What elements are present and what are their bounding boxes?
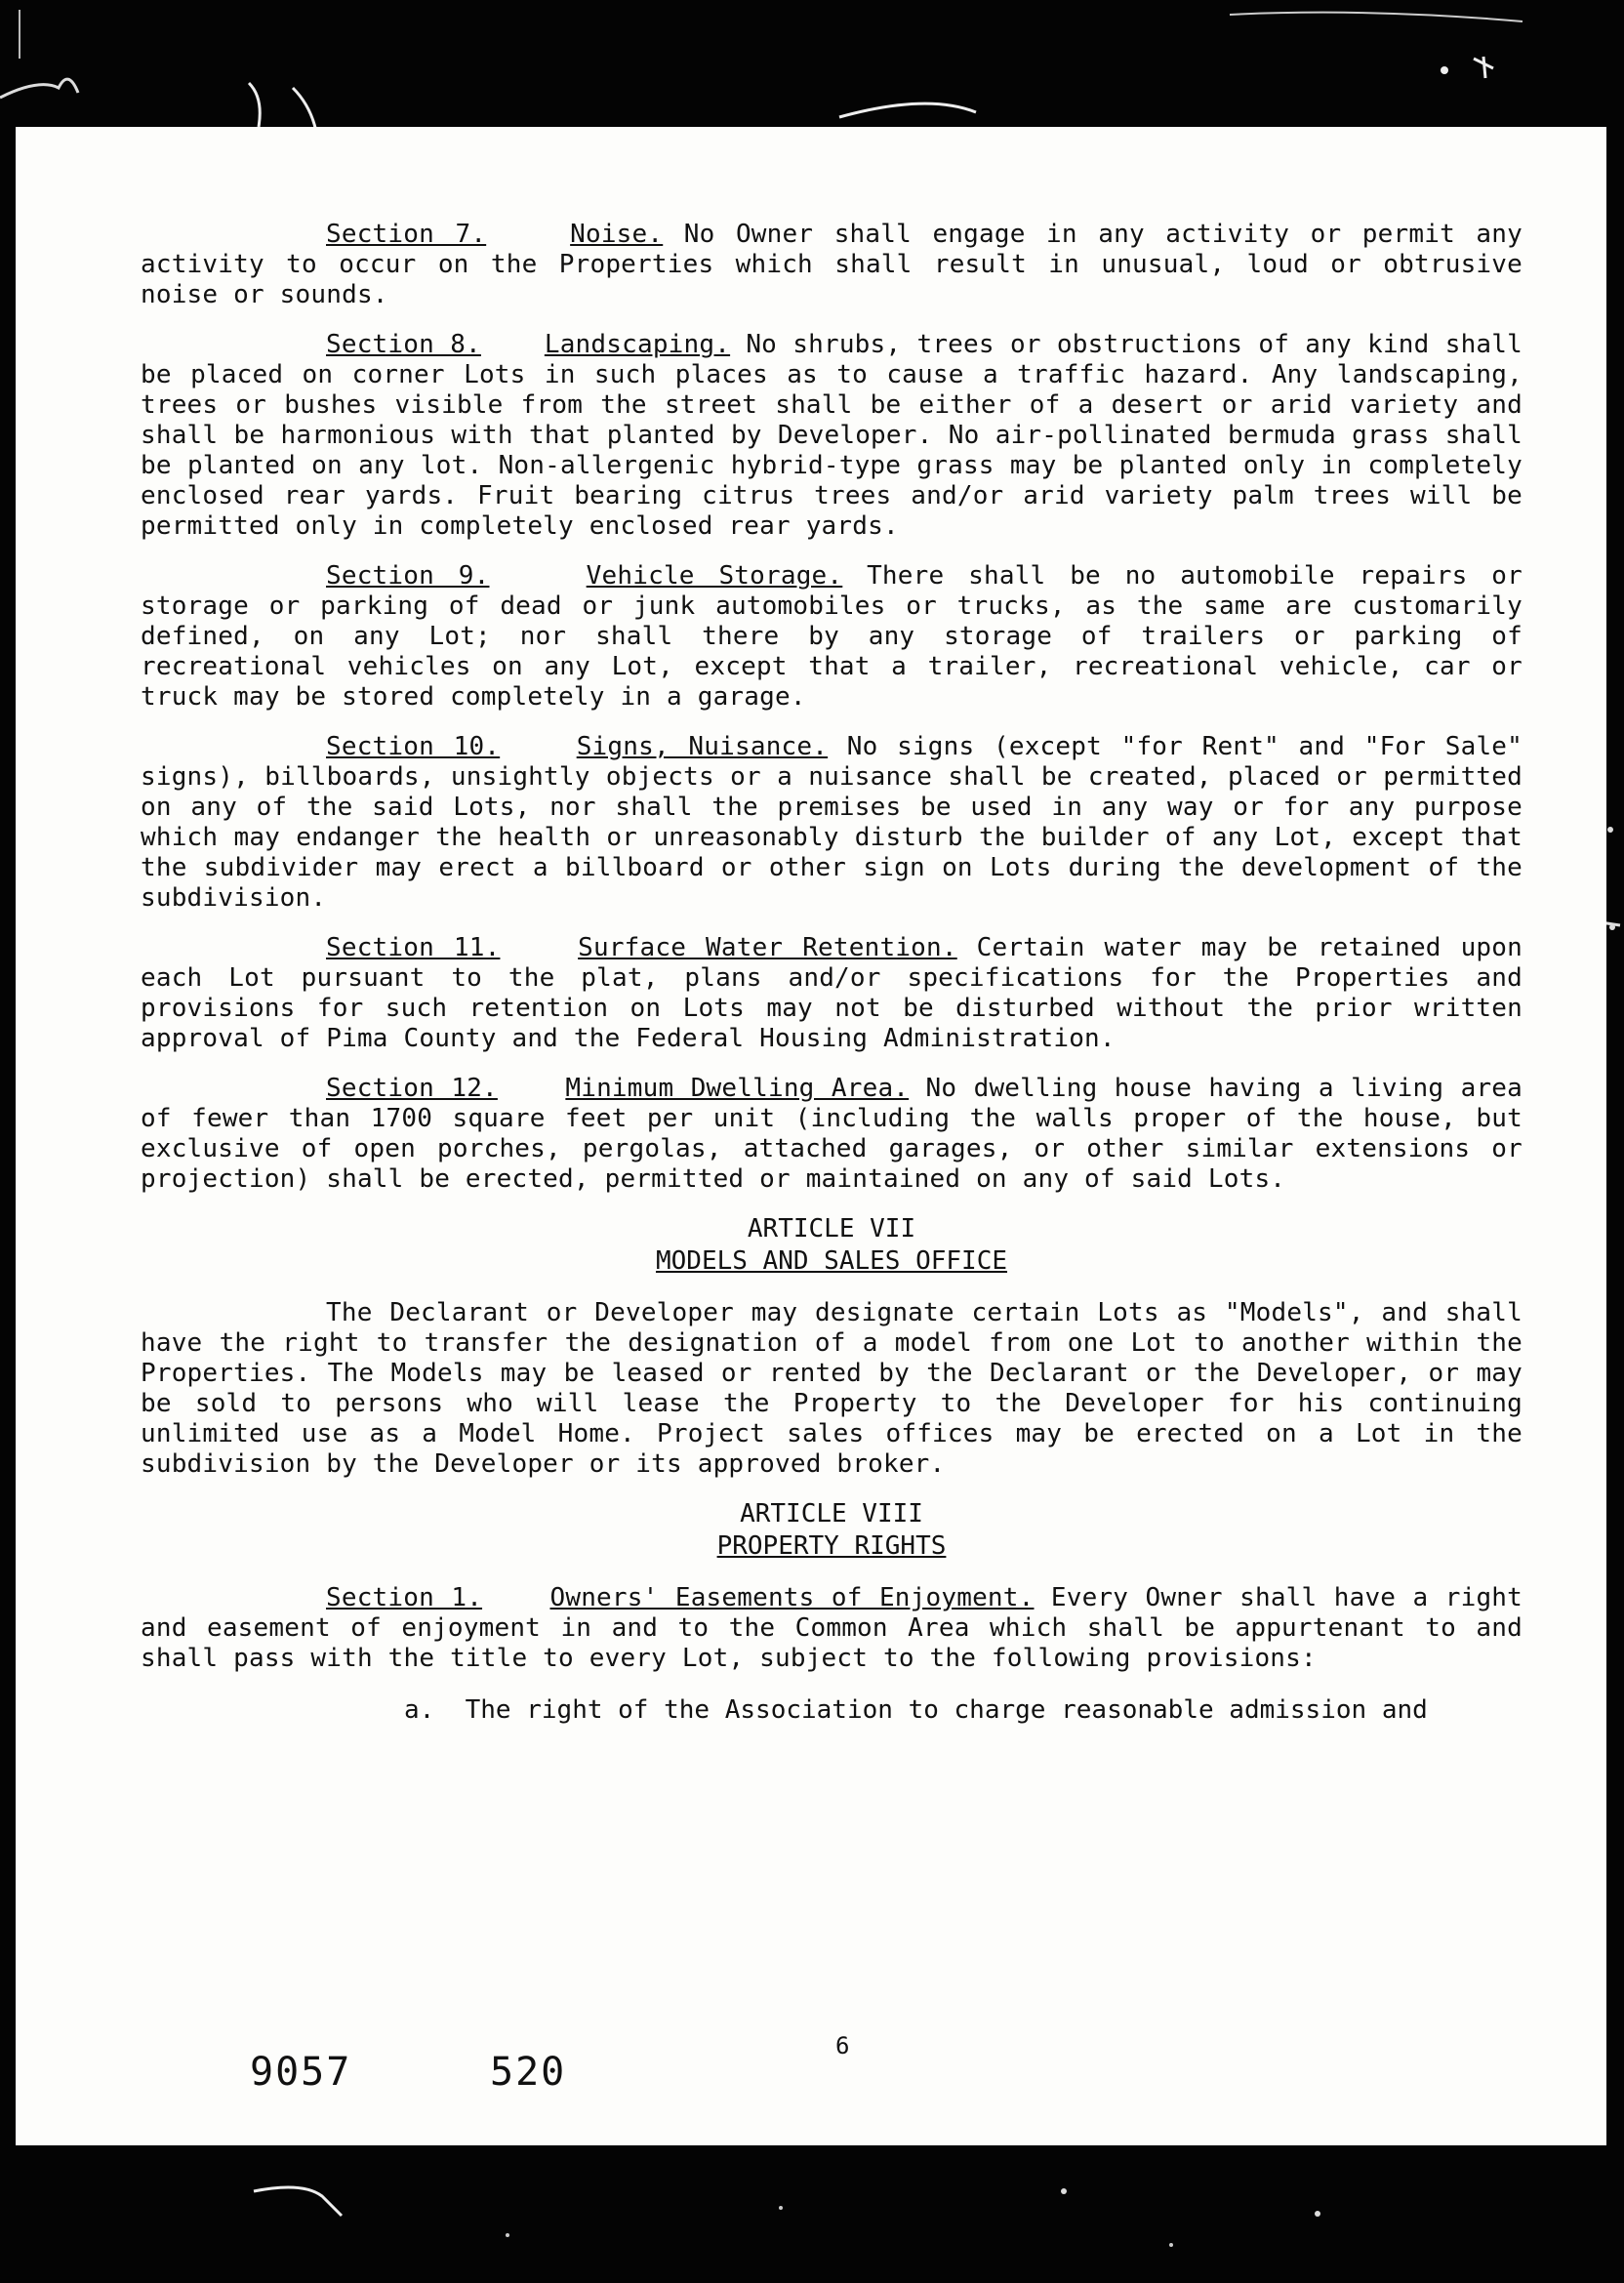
section-9: [141, 561, 1522, 713]
section-11-text: Certain water may be retained upon each Lot pursuant to the plat, plans and/or specifications for the Properties and provisions for such retention on Lots may not be disturbed without the prior written approval of Pima County and the Federal Housing Administration.: [141, 933, 1522, 1053]
article-8-number: ARTICLE VIII: [740, 1499, 923, 1529]
document-code-right: 520: [490, 2050, 567, 2095]
section-12-text: No dwelling house having a living area of fewer than 1700 square feet per unit (including the walls proper of the house, but exclusive of open porches, pergolas, attached garages, or other similar extensions or projection) shall be erected, permitted or maintained on any of said Lots.: [141, 1074, 1523, 1194]
article-8-section-1-title: Owners' Easements of Enjoyment.: [549, 1583, 1035, 1612]
section-12-label: Section 12.: [326, 1074, 498, 1103]
section-9-text: There shall be no automobile repairs or storage or parking of dead or junk automobiles or trucks, as the same are customarily defined, on any Lot; nor shall there by any storage of trailers or parking of recreational vehicles on any Lot, except that a trailer, recreational vehicle, car or truck may be stored completely in a garage.: [141, 561, 1523, 712]
section-12-title: Minimum Dwelling Area.: [565, 1074, 910, 1103]
section-7: [141, 220, 1522, 310]
section-11: [141, 933, 1522, 1054]
section-8-title: Landscaping.: [544, 330, 731, 359]
section-10-text: No signs (except "for Rent" and "For Sale" signs), billboards, unsightly objects or a nuisance shall be created, placed or permitted on any of the said Lots, nor shall the premises be used in any way or for any purpose which may endanger the health or unreasonably disturb the builder of any Lot, except that the subdivider may erect a billboard or other sign on Lots during the development of the subdivision.: [141, 732, 1523, 913]
article-8-title: PROPERTY RIGHTS: [716, 1531, 947, 1561]
article-8-section-1: [141, 1583, 1522, 1674]
provision-a-marker: a.: [404, 1695, 435, 1725]
article-7-body: [141, 1298, 1522, 1480]
document-code-left: 9057: [250, 2050, 352, 2095]
section-11-label: Section 11.: [326, 933, 501, 962]
article-8-section-1-label: Section 1.: [326, 1583, 483, 1612]
section-7-title: Noise.: [570, 220, 664, 249]
page-number: 6: [835, 2032, 850, 2059]
article-7-title: MODELS AND SALES OFFICE: [655, 1246, 1008, 1276]
provision-a: [141, 1695, 1522, 1726]
section-10-title: Signs, Nuisance.: [576, 732, 829, 761]
section-10: [141, 732, 1522, 914]
article-8-section-1-text: Every Owner shall have a right and easement of enjoyment in and to the Common Area which shall be appurtenant to and shall pass with the title to every Lot, subject to the following provisions:: [141, 1583, 1522, 1673]
section-7-label: Section 7.: [326, 220, 487, 249]
section-9-title: Vehicle Storage.: [586, 561, 843, 591]
section-9-label: Section 9.: [326, 561, 490, 591]
section-8-text: No shrubs, trees or obstructions of any kind shall be placed on corner Lots in such places as to cause a traffic hazard. Any landscaping, trees or bushes visible from the street shall be either of a desert or arid variety and shall be harmonious with that planted by Developer. No air-pollinated bermuda grass shall be planted on any lot. Non-allergenic hybrid-type grass may be planted only in completely enclosed rear yards. Fruit bearing citrus trees and/or arid variety palm trees will be permitted only in completely enclosed rear yards.: [141, 330, 1522, 541]
document-page: [16, 127, 1606, 2145]
section-7-text: No Owner shall engage in any activity or permit any activity to occur on the Properties which shall result in unusual, loud or obtrusive noise or sounds.: [141, 220, 1522, 309]
section-11-title: Surface Water Retention.: [578, 933, 957, 962]
section-10-label: Section 10.: [326, 732, 501, 761]
article-7-text: The Declarant or Developer may designate certain Lots as "Models", and shall have the right to transfer the designation of a model from one Lot to another within the Properties. The Models may be leased or rented by the Declarant or the Developer, or may be sold to persons who will lease the Property to the Developer for his continuing unlimited use as a Model Home. Project sales offices may be erected on a Lot in the subdivision by the Developer or its approved broker.: [141, 1298, 1522, 1479]
article-7-number: ARTICLE VII: [747, 1214, 916, 1243]
provision-a-text: The right of the Association to charge reasonable admission and: [465, 1695, 1428, 1725]
section-8: [141, 330, 1522, 542]
section-12: [141, 1074, 1522, 1195]
document-body: [141, 220, 1522, 1726]
section-8-label: Section 8.: [326, 330, 481, 359]
